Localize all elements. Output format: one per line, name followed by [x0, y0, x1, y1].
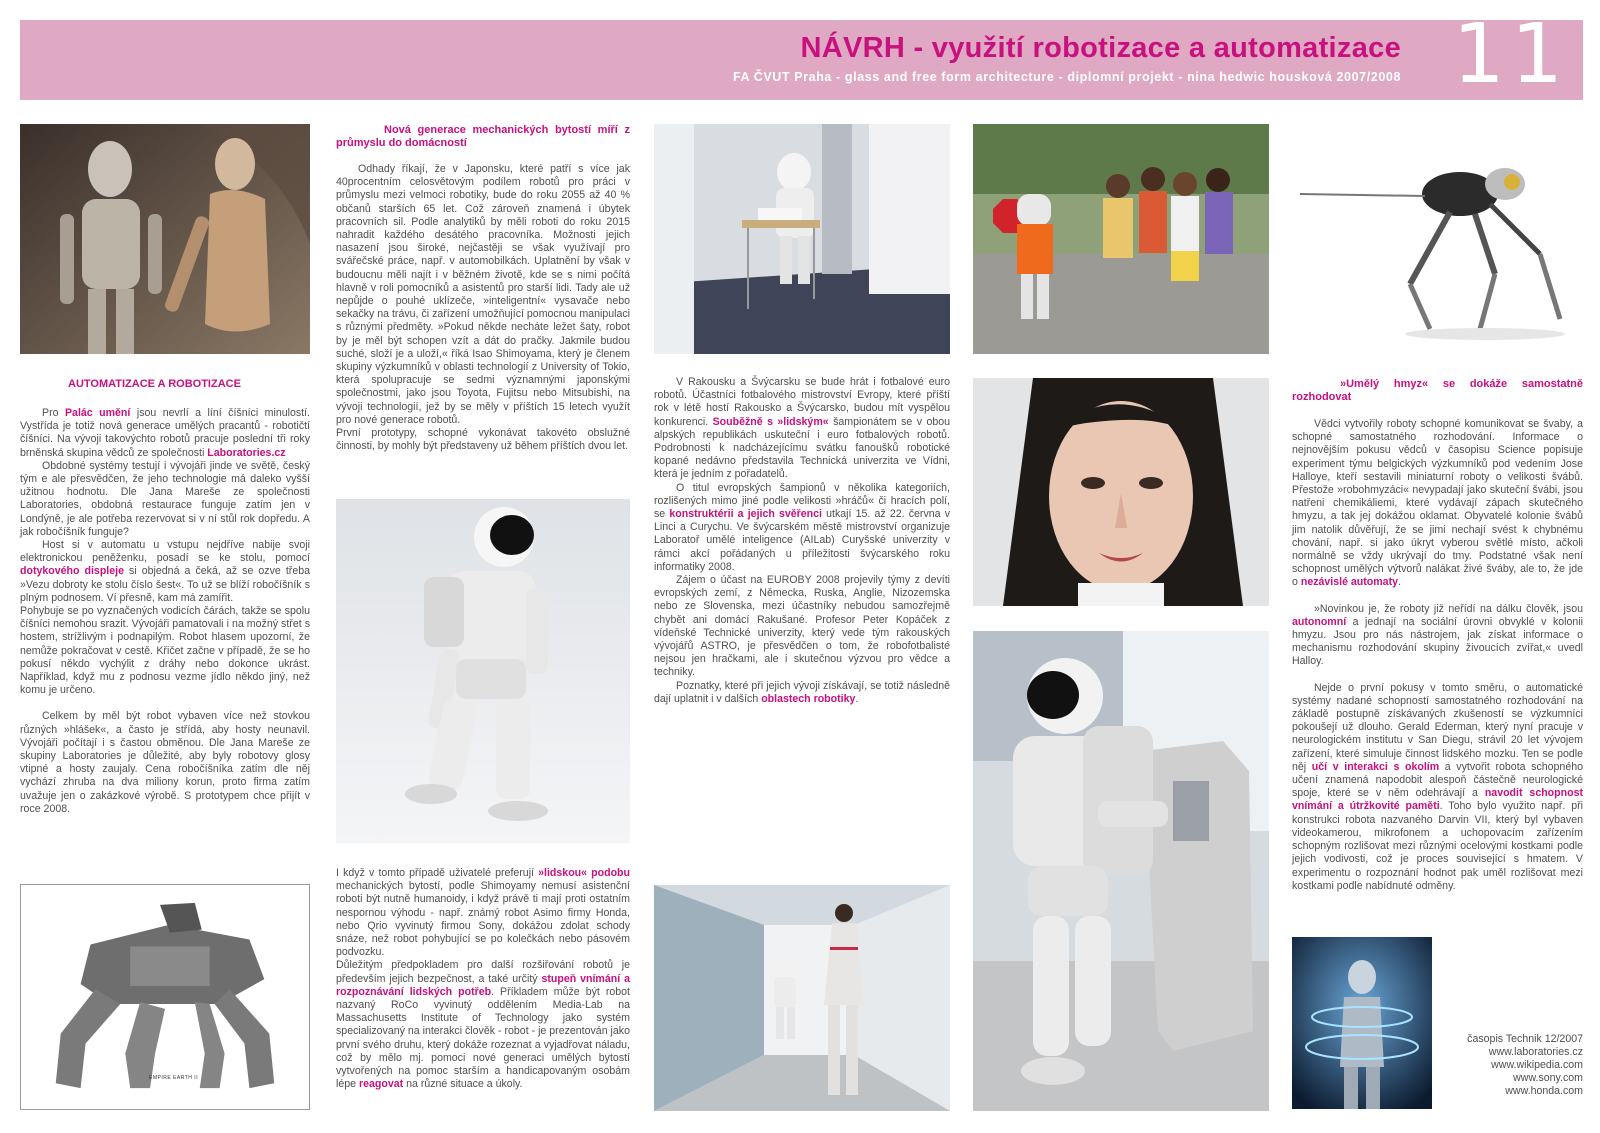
asimo-cart-photo [654, 124, 950, 354]
column-2-text-top [336, 124, 630, 453]
heading-nova-generace: Nová generace mechanických bytostí míří z průmyslu do domácností [336, 124, 630, 149]
paragraph: Host si v automatu u vstupu nejdříve nabije svoji elektronickou peněženku, posadí se ke stolu, pomocí dotykového displeje si objedná a čeká, až se ozve třeba »Vezu dobroty ke stolu číslo šest«. To už se blíží robočíšník s plným podnosem. Ví přesně, kam má zamířit. [20, 539, 310, 604]
page-title: NÁVRH - využití robotizace a automatizace [800, 32, 1401, 64]
paragraph: Nejde o první pokusy v tomto směru, o automatické systémy nadané schopností samostatného rozhodování na základě postupně získávaných zkušeností se výzkumníci pokoušejí už dlouho. Gerald Ederman, který nyní pracuje v neurologickém institutu v San Diegu, strávil 20 let vývojem zařízení, které simuluje činnost lidského mozku. Ten se podle něj učí v interakci s okolím a vytvořit robota schopného učení znamená napodobit alespoň částečně neurologické spoje, které se v něm odehrávají a navodit schopnost vnímání a útržkovité paměti. Toho bylo využito např. při konstrukci robota nazvaného Darvin VII, který byl vybaven videokamerou, mikrofonem a uchopovacím zařízením schopným rozlišovat mezi různými ocelovými kostkami podle jejich vodivosti, což je proces související s hmatem. V experimentu o rozpoznání hodnot pak uměl rozlišovat mezi kostkami podle nabídnuté odměny. [1292, 681, 1584, 892]
column-2-text-bottom [336, 867, 630, 1091]
paragraph: O titul evropských šampionů v několika kategoriích, rozlišených mimo jiné podle velikosti »hráčů« či hracích polí, se konstruktérii a jejich svěřenci utkají 15. až 22. června v Linci a Curychu. Ve švýcarském městě mistrovství organizuje Laboratoř umělé inteligence (AILab) Curyšské univerzity v rámci akcí pořádaných u příležitosti švýcarského roku informatiky 2008. [654, 481, 950, 573]
paragraph: Poznatky, které při jejich vývoji získávají, se totiž následně dají uplatnit i v dalších oblastech robotiky. [654, 679, 950, 705]
heading-automatizace: AUTOMATIZACE A ROBOTIZACE [68, 378, 241, 390]
source-item: www.honda.com [1505, 1085, 1583, 1097]
paragraph: I když v tomto případě uživatelé preferují »lidskou« podobu mechanických bytostí, podle Shimoyamy nemusí asistenční roboti být nutně humanoidy, i když právě ti mají proti ostatním nespornou výhodu - např. známý robot Asimo firmy Honda, nebo Qrio vyvinutý firmou Sony, dokážou zdolat schody snáze, než robot pohybující se po kolečkách nebo pásovém podvozku. [336, 867, 630, 959]
paragraph: »Novinkou je, že roboty již neřídí na dálku člověk, jsou autonomní a jednají na sociální úrovni obvyklé v kolonii hmyzu. Jsou pro nás nástrojem, jak získat informace o mechanismu rozhodování skupiny živoucích zvířat,« uvedl Halloy. [1292, 602, 1583, 668]
source-item: www.laboratories.cz [1488, 1046, 1583, 1058]
column-5-text [1292, 378, 1583, 893]
column-1-text [20, 378, 310, 816]
paragraph: V Rakousku a Švýcarsku se bude hrát i fotbalové euro robotů. Účastníci fotbalového mistrovství Evropy, které příští rok v létě hostí Rakousko a Švýcarsko, budou mít vyspělou konkurenci. Souběžně s »lidským« šampionátem se v obou alpských republikách uskuteční i euro fotbalových robotů. Podrobnosti k nadcházejícímu svátku fanoušků robotické kopané nedávno představila Technická univerzita ve Vídni, která je jedním z pořadatelů. [654, 376, 951, 481]
source-item: časopis Technik 12/2007 [1467, 1033, 1583, 1045]
paragraph: Odhady říkají, že v Japonsku, které patří s více jak 40procentním celosvětovým podílem robotů pro práci v průmyslu mezi velmoci robotiky, bude do roku 2055 až 40 % občanů starších 65 let. Což zároveň znamená i úbytek pracovních sil. Podle analytiků by měli roboti do roku 2015 nahradit každého desátého pracovníka. Možnosti jejich nasazení jsou široké, nejčastěji se však využívají pro svářečské práce, např. v automobilkách. Uplatnění by však v budoucnu měli najít i v běžném životě, kde se s nimi počítá hlavně v roli pomocníků a asistentů pro starší lidi. Tady ale už nepůjde o pouhé uklízeče, »inteligentní« vysavače nebo sekačky na trávu, či zařízení umožňující pomocnou manipulaci s různými předměty. »Pokud někde necháte ležet šaty, robot by je měl být schopen vzít a dát do pračky. Jakmile budou suché, složí je a uloží,« říká Isao Shimoyama, který je členem skupiny výzkumníků v oblasti technologií z University of Tokio, která spolupracuje se sedmi významnými japonskými společnostmi, jako jsou Toyota, Fujitsu nebo Mitsubishi, na vývoji technologií, jež by se měly v příštích 15 letech využít pro nové generace robotů. [336, 163, 630, 426]
asimo-hallway-photo [654, 885, 950, 1111]
paragraph: Celkem by měl být robot vybaven více než stovkou různých »hlášek«, a často je střídá, aby hosty neunavil. Vývojáři počítají i s častou obměnou. Dle Jana Mareše ze skupiny Laboratories je důležité, aby byly robotovy glosy vtipné a hosty zaujaly. Cena robočíšníka zatím dle něj vychází zhruba na dva miliony korun, proto firma zatím uvažuje jen o zakázkové výrobě. S prototypem chce přijít v roce 2008. [20, 710, 310, 815]
paragraph: Pro Palác umění jsou nevrlí a líní číšníci minulostí. Vystřída je totiž nová generace umělých pracantů - robotičtí číšníci. Na vývoji takovýchto robotů pracuje poslední tři roky brněnská skupina vědců ze společnosti Laboratories.cz [20, 407, 310, 459]
column-3-text [654, 376, 950, 706]
robot-quadruped-render [20, 884, 310, 1110]
sources-list [1440, 1033, 1583, 1098]
paragraph: Důležitým předpokladem pro další rozšiřování robotů je především jejich bezpečnost, a také určitý stupeň vnímání a rozpoznávání lidských potřeb. Příkladem může být robot nazvaný RoCo vyvinutý oddělením Media-Lab na Massachusetts Institute of Technology jako systém specializovaný na interakci člověk - robot - je prezentován jako první svého druhu, který dokáže rozeznat a vyjadřovat náladu, což by mělo mj. pomoci nové generaci umělých bytostí vytvořených na pomoc starším a handicapovaným osobám lépe reagovat na různé situace a úkoly. [336, 959, 630, 1091]
asimo-kiosk-photo [973, 631, 1269, 1111]
paragraph: Obdobné systémy testují i vývojáři jinde ve světě, český tým e ale přesvědčen, že jeho technologie má daleko vyšší užitnou hodnotu. Dle Jana Mareše ze společnosti Laboratories, obdobná restaurace funguje zatím jen v Londýně, je ale potřeba rezervovat si v ní stůl rok dopředu. A jak robočíšník funguje? [20, 459, 310, 538]
render-caption: EMPIRE EARTH II [149, 1075, 199, 1081]
paragraph: Zájem o účast na EUROBY 2008 projevily týmy z devíti evropských zemí, z Německa, Ruska, Anglie, Nizozemska nebo ze Slovenska, mezi účastníky nebudou samozřejmě chybět ani domácí Rakušané. Profesor Peter Kopáček z vídeňské Technické univerzity, který vede tým rakouských vývojářů ASTRO, je přesvědčen o tom, že robofotbalisté nejsou jen hračkami, ale i skutečnou výzvou pro vědce a techniky. [654, 574, 950, 679]
page-header [20, 7, 1583, 102]
paragraph: Pohybuje se po vyznačených vodicích čárách, takže se spolu číšníci nemohou srazit. Vývojáři pamatovali i na možný střet s hostem, strížlivým i podnapilým. Robot hlasem upozorní, že nemůže pokračovat v cestě. Křičet začne v případě, že se ho pokusí někdo vychýlit z dráhy nebo dokonce ukrást. Například, když mu z podnosu vezme jídlo někdo jiný, než komu je určeno. [20, 605, 310, 697]
stop-sign-robot-kids-photo [973, 124, 1269, 354]
robot-women-photo [20, 124, 310, 354]
paragraph: První prototypy, schopné vykonávat takovéto obslužné činnosti, by mohly být představeny už během příštích dvou let. [336, 427, 630, 453]
android-face-photo [973, 378, 1269, 606]
source-item: www.sony.com [1513, 1072, 1583, 1084]
page-number: 11 [1452, 7, 1569, 102]
source-item: www.wikipedia.com [1491, 1059, 1583, 1071]
heading-umely-hmyz: »Umělý hmyz« se dokáže samostatně rozhodovat [1292, 378, 1583, 403]
asimo-walking-photo [336, 499, 630, 843]
insect-robot-photo [1290, 124, 1583, 354]
cyborg-figure-photo [1292, 937, 1432, 1109]
page-subtitle: FA ČVUT Praha - glass and free form architecture - diplomní projekt - nina hedwic housková 2007/2008 [732, 70, 1401, 84]
paragraph: Vědci vytvořily roboty schopné komunikovat se švaby, a schopné samostatného rozhodování. Informace o nejnovějším pokusu vědců v časopisu Science popisuje experiment týmu belgických výzkumníků pod vedením Jose Halloye, kteří sestavili miniaturní roboty o velikosti švábů. Přestože »robohmyzáci« nevypadají jako skuteční švábi, jsou natřeni chemikáliemi, které vydávají zápach skutečného hmyzu, a tak jej dokážou oklamat. Obyvatelé kolonie švábů jim natolik důvěřují, že se jimi nechají svést k chybnému chování, např. si jako úkryt vyberou světlé místo, ačkoli normálně se vždy ukrývají do tmy. Podstatné však není schopnost umělých výtvorů nalákat živé šváby, ale to, že jde o nezávislé automaty. [1292, 418, 1583, 589]
